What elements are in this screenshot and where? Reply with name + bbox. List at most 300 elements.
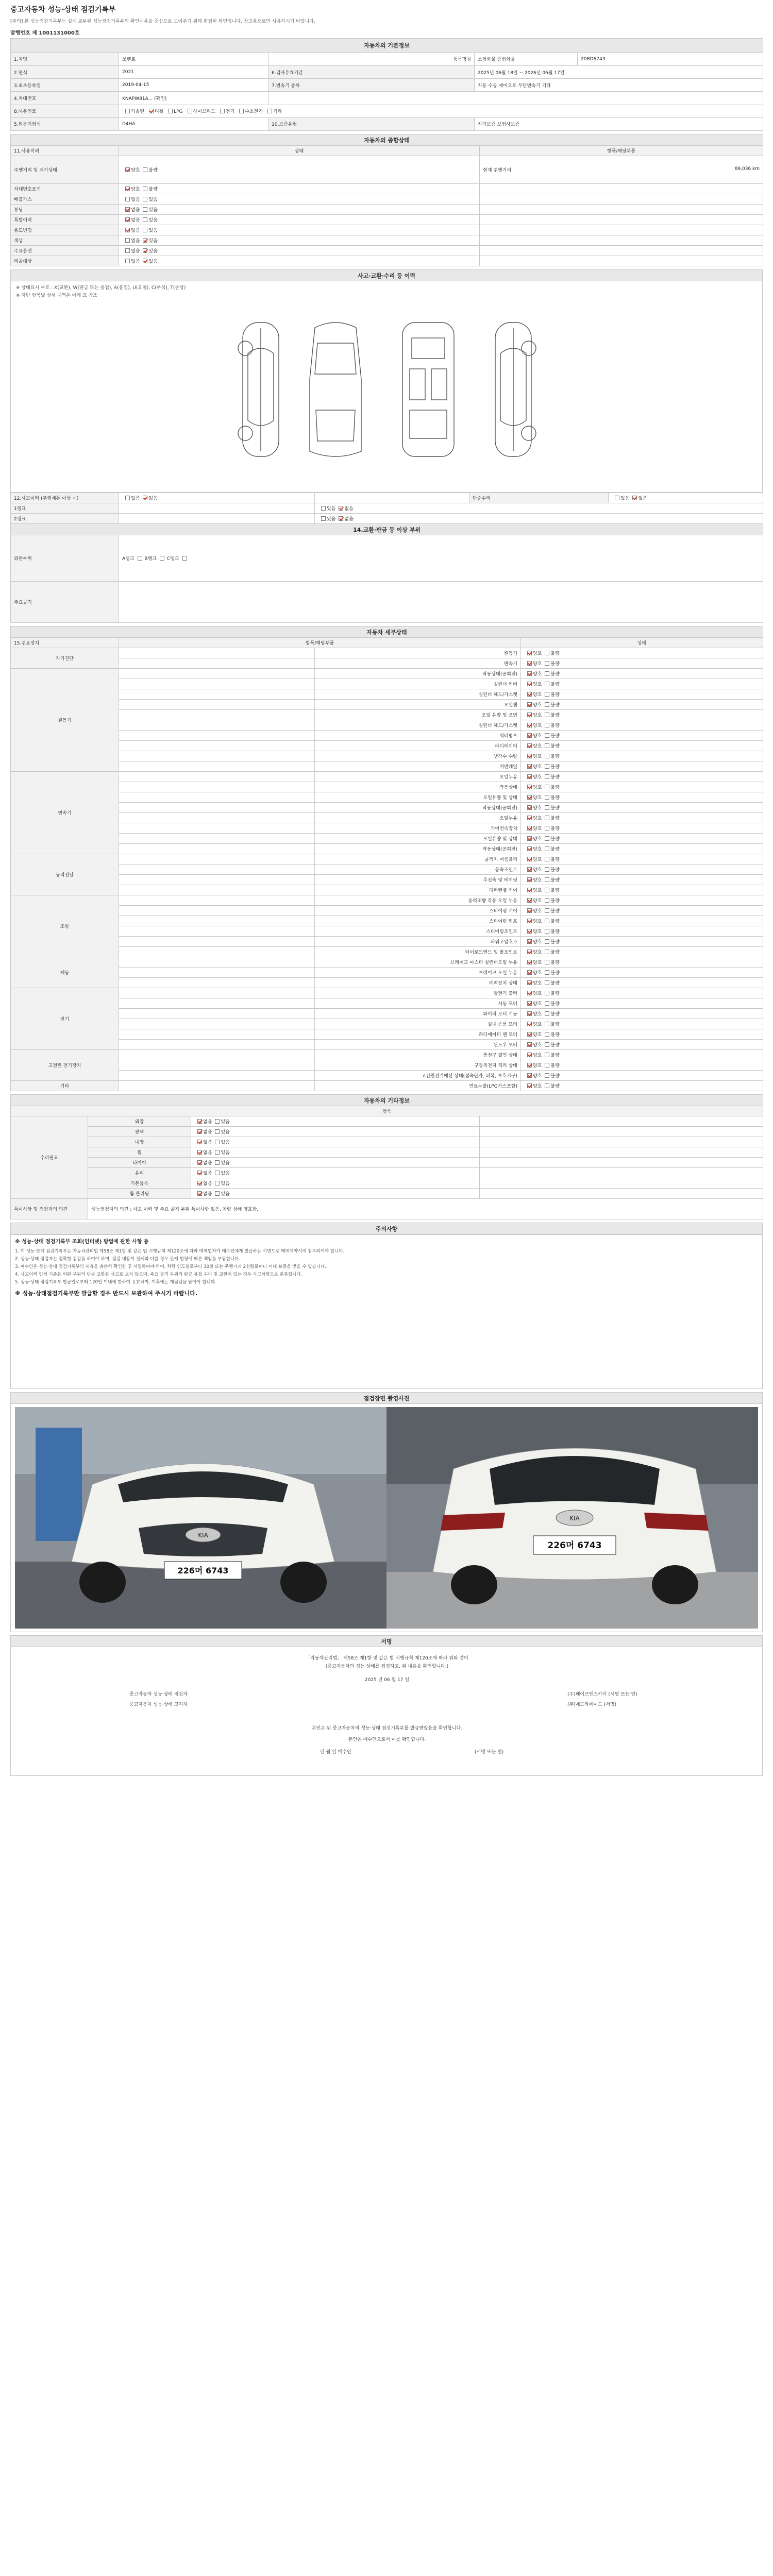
detail-status: 양호 불량: [521, 813, 763, 823]
badge-text-rear: KIA: [569, 1515, 580, 1522]
status-checkbox[interactable]: [527, 1001, 532, 1006]
label-fuel: 8.사용연료: [11, 105, 119, 117]
detail-item-label: 스티어링 펌프: [315, 916, 521, 926]
note-line: 3. 매수인은 성능·상태 점검기록부의 내용을 충분히 확인한 후 서명하여야 하며, 차량 인도일로부터 30일 또는 주행거리 2천킬로미터 이내 보증을 받을 수 있습니다.: [15, 1264, 326, 1269]
status-checkbox[interactable]: [125, 167, 130, 172]
status-checkbox[interactable]: [143, 496, 147, 500]
detail-status: 양호 불량: [521, 689, 763, 700]
status-checkbox[interactable]: [545, 702, 549, 707]
fuel-checkbox[interactable]: [188, 109, 192, 113]
detail-status: 양호 불량: [521, 648, 763, 658]
status-checkbox[interactable]: [545, 1073, 549, 1078]
status-checkbox[interactable]: [545, 1063, 549, 1067]
status-checkbox[interactable]: [545, 970, 549, 975]
extra-item-label: 룸 클리닝: [88, 1189, 191, 1199]
detail-status: 양호 불량: [521, 885, 763, 895]
status-checkbox[interactable]: [215, 1171, 220, 1175]
detail-item-label: 동력조향 작동 오일 누유: [315, 895, 521, 906]
fuel-checkbox[interactable]: [220, 109, 225, 113]
status-checkbox[interactable]: [545, 774, 549, 779]
status-checkbox[interactable]: [527, 970, 532, 975]
status-checkbox[interactable]: [197, 1119, 202, 1124]
status-checkbox[interactable]: [545, 898, 549, 903]
cert-number: 발행번호 제 1001131000호: [10, 30, 80, 36]
detail-item-label: 디퍼렌셜 기어: [315, 885, 521, 895]
outer-panel-label: 외판부위: [11, 535, 119, 582]
status-checkbox[interactable]: [545, 826, 549, 831]
value-inspect-period: 2025년 06월 18일 ~ 2026년 06월 17일: [475, 65, 763, 78]
detail-item-label: 배력장치 상태: [315, 978, 521, 988]
detail-item-label: 오일유량 및 상태: [315, 834, 521, 844]
detail-status: 양호 불량: [521, 823, 763, 834]
status-checkbox[interactable]: [143, 238, 147, 243]
status-checkbox[interactable]: [545, 651, 549, 655]
value-model: 쏘렌토: [119, 53, 268, 65]
note-line: 5. 성능·상태 점검기록부 발급일로부터 120일 이내에 한하여 유효하며, 이후에는 재점검을 받아야 합니다.: [15, 1280, 216, 1285]
status-checkbox[interactable]: [545, 723, 549, 727]
detail-row: [11, 1009, 763, 1019]
status-checkbox[interactable]: [545, 888, 549, 892]
fuel-checkbox[interactable]: [267, 109, 272, 113]
extra-body: [11, 1116, 763, 1199]
status-checkbox[interactable]: [527, 1042, 532, 1047]
status-checkbox[interactable]: [615, 496, 619, 500]
status-checkbox[interactable]: [545, 991, 549, 995]
status-checkbox[interactable]: [545, 1042, 549, 1047]
detail-row: [11, 700, 763, 710]
photos-row: [10, 1404, 763, 1632]
status-checkbox[interactable]: [545, 950, 549, 954]
detail-group-label: 고전원 전기장치: [11, 1050, 119, 1081]
status-checkbox[interactable]: [527, 1073, 532, 1078]
status-checkbox[interactable]: [545, 980, 549, 985]
detail-item-label: 브레이크 오일 누유: [315, 968, 521, 978]
detail-row: [11, 772, 763, 782]
status-checkbox[interactable]: [125, 187, 130, 191]
car-interior-top: [402, 323, 454, 456]
detail-group-label: 조향: [11, 895, 119, 957]
status-checkbox[interactable]: [182, 556, 187, 561]
detail-item-label: 라디에이터 팬 모터: [315, 1029, 521, 1040]
fuel-checkbox[interactable]: [239, 109, 244, 113]
status-checkbox[interactable]: [527, 939, 532, 944]
detail-row: [11, 1029, 763, 1040]
status-checkbox[interactable]: [197, 1160, 202, 1165]
status-checkbox[interactable]: [527, 661, 532, 666]
label-inspect-period: 6.검사유효기간: [268, 65, 475, 78]
status-checkbox[interactable]: [527, 1011, 532, 1016]
status-checkbox[interactable]: [339, 516, 343, 521]
status-checkbox[interactable]: [197, 1181, 202, 1185]
status-checkbox[interactable]: [545, 754, 549, 758]
status-checkbox[interactable]: [125, 259, 130, 263]
detail-row: [11, 658, 763, 669]
detail-status: 양호 불량: [521, 916, 763, 926]
fuel-checkbox[interactable]: [168, 109, 173, 113]
status-checkbox[interactable]: [527, 785, 532, 789]
sign-role-2: 중고자동차 성능·상태 고지자: [129, 1702, 188, 1707]
status-checkbox[interactable]: [321, 516, 326, 521]
status-checkbox[interactable]: [527, 805, 532, 810]
status-checkbox[interactable]: [125, 207, 130, 212]
sign-role-1: 중고자동차 성능·상태 점검자: [129, 1692, 188, 1697]
summary-header: 자동차의 종합상태: [11, 134, 763, 146]
status-checkbox[interactable]: [527, 846, 532, 851]
status-checkbox[interactable]: [527, 723, 532, 727]
status-checkbox[interactable]: [527, 682, 532, 686]
detail-row: [11, 648, 763, 658]
detail-item-label: 작동상태(공회전): [315, 844, 521, 854]
label-transmission: 7.변속기 종류: [268, 79, 475, 92]
mileage-value: 89,036 km: [734, 166, 760, 172]
detail-item-label: 실내 송풍 모터: [315, 1019, 521, 1029]
notes-header: 주의사항: [11, 1223, 763, 1234]
status-checkbox[interactable]: [143, 187, 147, 191]
detail-body: [11, 648, 763, 1091]
status-checkbox[interactable]: [125, 197, 130, 201]
status-checkbox[interactable]: [215, 1119, 220, 1124]
detail-status: 양호 불량: [521, 1081, 763, 1091]
status-checkbox[interactable]: [143, 217, 147, 222]
detail-status: 양호 불량: [521, 957, 763, 968]
summary-mileage-label: 주행거리 및 계기상태: [11, 156, 119, 184]
detail-status: 양호 불량: [521, 1009, 763, 1019]
status-checkbox[interactable]: [545, 1032, 549, 1037]
status-checkbox[interactable]: [527, 980, 532, 985]
status-checkbox[interactable]: [527, 774, 532, 779]
detail-item-label: 작동상태(공회전): [315, 803, 521, 813]
detail-row: [11, 865, 763, 875]
status-checkbox[interactable]: [143, 259, 147, 263]
status-checkbox[interactable]: [215, 1129, 220, 1134]
detail-item-label: 라디에이터: [315, 741, 521, 751]
detail-status: 양호 불량: [521, 782, 763, 792]
status-checkbox[interactable]: [527, 816, 532, 820]
status-checkbox[interactable]: [160, 556, 164, 561]
detail-row: [11, 978, 763, 988]
detail-status: 양호 불량: [521, 1040, 763, 1050]
value-warranty: 자가보증 보험사보증: [475, 117, 763, 130]
status-checkbox[interactable]: [545, 1053, 549, 1057]
buyer-date: 년 월 일 매수인: [320, 1750, 351, 1755]
status-checkbox[interactable]: [545, 1022, 549, 1026]
status-checkbox[interactable]: [143, 207, 147, 212]
detail-item-label: 오일유량 및 상태: [315, 792, 521, 803]
detail-item-label: 연료누출(LPG가스포함): [315, 1081, 521, 1091]
extra-item-label: 휠: [88, 1147, 191, 1158]
status-checkbox[interactable]: [527, 991, 532, 995]
status-checkbox[interactable]: [545, 846, 549, 851]
detail-row: [11, 988, 763, 998]
status-checkbox[interactable]: [125, 248, 130, 253]
detail-row: [11, 906, 763, 916]
detail-status: 양호 불량: [521, 658, 763, 669]
detail-item-label: 추진축 및 베어링: [315, 875, 521, 885]
main-frame-label: 주요골격: [11, 582, 119, 623]
status-checkbox[interactable]: [527, 713, 532, 717]
status-checkbox[interactable]: [527, 1083, 532, 1088]
status-checkbox[interactable]: [527, 1032, 532, 1037]
status-checkbox[interactable]: [545, 867, 549, 872]
detail-row: [11, 782, 763, 792]
detail-row: [11, 854, 763, 865]
status-checkbox[interactable]: [527, 826, 532, 831]
note-line: 4. 사고이력 인정 기준은 외판 부위의 단순 교환은 사고로 보지 않으며, 주요 골격 부위의 판금·용접 수리 및 교환이 있는 경우 사고차량으로 분류합니다.: [15, 1272, 303, 1277]
status-checkbox[interactable]: [527, 888, 532, 892]
note-line: 2. 성능·상태 점검자는 정확한 점검을 하여야 하며, 점검 내용이 실제와 다를 경우 관계 법령에 따른 책임을 부담합니다.: [15, 1257, 241, 1262]
status-checkbox[interactable]: [527, 857, 532, 861]
rank-label-1: 1랭크: [11, 503, 119, 514]
extra-row: 내장 없음 있음: [11, 1137, 763, 1147]
detail-status: 양호 불량: [521, 844, 763, 854]
status-checkbox[interactable]: [545, 785, 549, 789]
special-notes-value: 성능점검자의 의견 : 사고 이력 및 주요 골격 부위 특이사항 없음, 차량 상태 양호함.: [88, 1199, 763, 1219]
status-checkbox[interactable]: [545, 805, 549, 810]
status-checkbox[interactable]: [527, 908, 532, 913]
detail-status: 양호 불량: [521, 741, 763, 751]
status-checkbox[interactable]: [632, 496, 637, 500]
status-checkbox[interactable]: [527, 898, 532, 903]
detail-item-label: 충전구 절연 상태: [315, 1050, 521, 1060]
status-checkbox[interactable]: [545, 764, 549, 769]
status-checkbox[interactable]: [545, 929, 549, 934]
legend-note: ※ 하단 항목별 상세 내역은 아래 표 참조: [16, 293, 97, 298]
detail-item-label: 실린더 커버: [315, 679, 521, 689]
extra-row: 유리 없음 있음: [11, 1168, 763, 1178]
status-checkbox[interactable]: [527, 702, 532, 707]
extra-table: 자동차의 기타정보 항목 수리필요 외장 없음 있음 광택 없음 있음 내장 없음 있음 휠 없음 있음 타이어 없음 있음 유리 없음 있음 기본품목 없음 있음 룸 클리닝 없음 있음 특이사항 및 점검자의 의견 성능점검자의 의견 : 사고 이력 및 주요 골격 부위 특이사항 없음, 차량 상태 양호함.: [10, 1094, 763, 1219]
status-checkbox[interactable]: [545, 908, 549, 913]
detail-status: 양호 불량: [521, 926, 763, 937]
status-checkbox[interactable]: [545, 960, 549, 964]
status-checkbox[interactable]: [527, 754, 532, 758]
status-checkbox[interactable]: [197, 1191, 202, 1196]
status-checkbox[interactable]: [527, 1053, 532, 1057]
status-checkbox[interactable]: [545, 661, 549, 666]
notes-emphasis: ※ 성능·상태점검기록부만 발급할 경우 반드시 보관하여 주시기 바랍니다.: [15, 1290, 198, 1297]
status-checkbox[interactable]: [545, 692, 549, 697]
status-checkbox[interactable]: [125, 228, 130, 232]
status-checkbox[interactable]: [527, 929, 532, 934]
value-plate: 20BD6743: [578, 53, 763, 65]
detail-row: [11, 916, 763, 926]
detail-row: [11, 947, 763, 957]
basic-info-table: [10, 38, 763, 131]
summary-table: 자동차의 종합상태 11.사용이력 상태 항목/해당부품 주행거리 및 계기상태 양호 불량 현재 주행거리 89,036 km 차대번호표기 양호 불량 배출가스 없음 있음 튜닝 없음 있음 특별이력 없음 있음 용도변경 없음 있음 색상 없음 있음 주요옵션 없음 있음 리콜대상 없음 있음: [10, 134, 763, 266]
detail-status: 양호 불량: [521, 988, 763, 998]
detail-row: [11, 957, 763, 968]
sign-date: 2025 년 06 월 17 일: [364, 1677, 410, 1683]
detail-item-label: 스티어링조인트: [315, 926, 521, 937]
status-checkbox[interactable]: [215, 1160, 220, 1165]
status-checkbox[interactable]: [545, 877, 549, 882]
detail-status: 양호 불량: [521, 669, 763, 679]
detail-row: [11, 792, 763, 803]
detail-row: [11, 731, 763, 741]
detail-status: 양호 불량: [521, 710, 763, 720]
car-right-side: [495, 323, 536, 456]
status-checkbox[interactable]: [527, 733, 532, 738]
detail-row: [11, 710, 763, 720]
signature-header-table: [10, 1635, 763, 1647]
car-front-top: [310, 323, 361, 456]
detail-row: [11, 803, 763, 813]
status-checkbox[interactable]: [339, 506, 343, 511]
status-checkbox[interactable]: [527, 1063, 532, 1067]
sign-text-1: 「자동차관리법」 제58조 제1항 및 같은 법 시행규칙 제120조에 따라 위와 같이: [306, 1656, 468, 1661]
detail-row: [11, 751, 763, 761]
car-outline-diagram: [227, 307, 547, 472]
status-checkbox[interactable]: [545, 857, 549, 861]
status-checkbox[interactable]: [545, 671, 549, 676]
status-checkbox[interactable]: [545, 919, 549, 923]
detail-row: [11, 844, 763, 854]
status-checkbox[interactable]: [143, 167, 147, 172]
detail-item-label: 변속기: [315, 658, 521, 669]
detail-item-label: 클러치 어셈블리: [315, 854, 521, 865]
status-checkbox[interactable]: [545, 1083, 549, 1088]
badge-text-front: KIA: [198, 1532, 208, 1539]
status-checkbox[interactable]: [197, 1140, 202, 1144]
accident-table: [10, 269, 763, 493]
status-checkbox[interactable]: [527, 692, 532, 697]
status-checkbox[interactable]: [545, 733, 549, 738]
status-checkbox[interactable]: [527, 1022, 532, 1026]
label-vin: 4.차대번호: [11, 92, 119, 105]
simple-repair-label: 단순수리: [469, 493, 609, 503]
detail-status: 양호 불량: [521, 998, 763, 1009]
detail-group-label: 동력전달: [11, 854, 119, 895]
notes-box: [10, 1234, 763, 1389]
detail-row: [11, 1040, 763, 1050]
basic-info-header: 자동차의 기본정보: [11, 39, 763, 53]
status-checkbox[interactable]: [321, 506, 326, 511]
extra-item-label: 광택: [88, 1127, 191, 1137]
status-checkbox[interactable]: [215, 1191, 220, 1196]
value-vin: KNAPW81A... (확인): [119, 92, 268, 105]
detail-status: 양호 불량: [521, 834, 763, 844]
status-checkbox[interactable]: [197, 1171, 202, 1175]
photo-rear: [386, 1407, 758, 1629]
status-checkbox[interactable]: [545, 816, 549, 820]
extra-item-label: 유리: [88, 1168, 191, 1178]
status-checkbox[interactable]: [545, 713, 549, 717]
status-checkbox[interactable]: [527, 671, 532, 676]
status-checkbox[interactable]: [527, 651, 532, 655]
detail-item-label: 오일누유: [315, 772, 521, 782]
status-checkbox[interactable]: [143, 197, 147, 201]
status-checkbox[interactable]: [527, 743, 532, 748]
status-checkbox[interactable]: [527, 795, 532, 800]
status-checkbox[interactable]: [545, 795, 549, 800]
status-checkbox[interactable]: [545, 1001, 549, 1006]
status-checkbox[interactable]: [545, 1011, 549, 1016]
detail-row: [11, 895, 763, 906]
status-checkbox[interactable]: [125, 238, 130, 243]
status-checkbox[interactable]: [545, 743, 549, 748]
detail-status: 양호 불량: [521, 1029, 763, 1040]
detail-row: [11, 1060, 763, 1071]
detail-row: [11, 937, 763, 947]
status-checkbox[interactable]: [527, 960, 532, 964]
status-checkbox[interactable]: [545, 836, 549, 841]
rear-car-photo: [386, 1407, 758, 1629]
status-checkbox[interactable]: [138, 556, 142, 561]
status-checkbox[interactable]: [527, 867, 532, 872]
status-checkbox[interactable]: [197, 1150, 202, 1155]
detail-row: [11, 926, 763, 937]
extra-row: 룸 클리닝 없음 있음: [11, 1189, 763, 1199]
rank-label-2: 2랭크: [11, 514, 119, 524]
status-checkbox[interactable]: [197, 1129, 202, 1134]
page-title: 중고자동차 성능·상태 점검기록부: [10, 6, 116, 14]
detail-row: [11, 1050, 763, 1060]
detail-group-label: 변속기: [11, 772, 119, 854]
detail-group-label: 기타: [11, 1081, 119, 1091]
notes-header-table: [10, 1223, 763, 1234]
status-checkbox[interactable]: [527, 919, 532, 923]
status-checkbox[interactable]: [143, 228, 147, 232]
status-checkbox[interactable]: [125, 496, 130, 500]
fuel-options: 가솔린 디젤 LPG 하이브리드 전기 수소전기 기타: [119, 105, 763, 117]
status-checkbox[interactable]: [215, 1140, 220, 1144]
extra-row: 수리필요 외장 없음 있음: [11, 1116, 763, 1127]
detail-status: 양호 불량: [521, 731, 763, 741]
status-checkbox[interactable]: [215, 1181, 220, 1185]
detail-row: [11, 885, 763, 895]
status-checkbox[interactable]: [215, 1150, 220, 1155]
detail-status: 양호 불량: [521, 978, 763, 988]
status-checkbox[interactable]: [527, 764, 532, 769]
detail-row: [11, 761, 763, 772]
status-checkbox[interactable]: [527, 950, 532, 954]
exchange-header: 14.교환·판금 등 이상 부위: [11, 524, 763, 535]
detail-table: 자동차 세부상태 15.주요장치 항목/해당부품 상태 자기진단 원동기 양호 불량 변속기 양호 불량 원동기 작동상태(공회전) 양호 불량 실린더 커버 양호 불량 실린더 헤드/가스켓 양호 불량 오일팬 양호 불량 오일 유량 및 오염 양호 불량 실린더 헤드/가스켓 양호 불량 워터펌프 양호 불량 라디에이터 양호 불량 냉각수 수량 양호 불량 커먼레일 양호 불량 변속기 오일누유 양호 불량 작동상태 양호 불량 오일유량 및 상태 양호 불량 작동상태(공회전) 양호 불량 오일누유 양호 불량 기어변속장치 양호 불량 오일유량 및 상태 양호 불량 작동상태(공회전) 양호 불량 동력전달 클러치 어셈블리 양호 불량 등속조인트 양호 불량 추진축 및 베어링 양호 불량 디퍼렌셜 기어 양호 불량 조향 동력조향 작동 오일 누유 양호 불량 스티어링 기어 양호 불량 스티어링 펌프 양호 불량 스티어링조인트 양호 불량 파워고압호스 양호 불량 타이로드엔드 및 볼조인트 양호 불량 제동 브레이크 마스터 실린더오일 누유 양호 불량 브레이크 오일 누유 양호 불량 배력장치 상태 양호 불량 전기 발전기 출력 양호 불량 시동 모터 양호 불량 와이퍼 모터 기능 양호 불량 실내 송풍 모터 양호 불량 라디에이터 팬 모터 양호 불량 윈도우 모터 양호 불량 고전원 전기장치 충전구 절연 상태 양호 불량 구동축전지 격리 상태 양호 불량 고전원전기배선 상태(접속단자, 피복, 보호기구) 양호 불량 기타 연료누출(LPG가스포함) 양호 불량: [10, 626, 763, 1091]
detail-item-label: 오일누유: [315, 813, 521, 823]
fuel-checkbox[interactable]: [149, 109, 154, 113]
detail-status: 양호 불량: [521, 968, 763, 978]
sign-name-1: (주)페이즈엔스카이 (서명 또는 인): [567, 1692, 637, 1697]
accident-header: 사고·교환·수리 등 이력: [11, 270, 763, 281]
status-checkbox[interactable]: [527, 877, 532, 882]
status-checkbox[interactable]: [545, 682, 549, 686]
status-checkbox[interactable]: [527, 836, 532, 841]
accident-history-label: 12.사고이력 (주행계통 이상 시): [11, 493, 119, 503]
detail-item-label: 기어변속장치: [315, 823, 521, 834]
extra-item-label: 기본품목: [88, 1178, 191, 1189]
detail-item-label: 고전원전기배선 상태(접속단자, 피복, 보호기구): [315, 1071, 521, 1081]
detail-status: 양호 불량: [521, 803, 763, 813]
label-model: 1.차명: [11, 53, 119, 65]
status-checkbox[interactable]: [143, 248, 147, 253]
detail-row: [11, 720, 763, 731]
detail-status: 양호 불량: [521, 792, 763, 803]
detail-status: 양호 불량: [521, 906, 763, 916]
detail-row: [11, 968, 763, 978]
value-transmission: 자동 수동 세미오토 무단변속기 기타: [475, 79, 763, 92]
status-checkbox[interactable]: [125, 217, 130, 222]
detail-item-label: 워터펌프: [315, 731, 521, 741]
extra-row: 휠 없음 있음: [11, 1147, 763, 1158]
status-checkbox[interactable]: [545, 939, 549, 944]
detail-row: [11, 1019, 763, 1029]
value-first-reg: 2019-04-15: [119, 79, 268, 92]
detail-status: 양호 불량: [521, 772, 763, 782]
value-engine: D4HA: [119, 117, 268, 130]
value-cargo: 소형화물 중형화물: [475, 53, 578, 65]
fuel-checkbox[interactable]: [125, 109, 130, 113]
vehicle-diagram: [11, 281, 763, 493]
